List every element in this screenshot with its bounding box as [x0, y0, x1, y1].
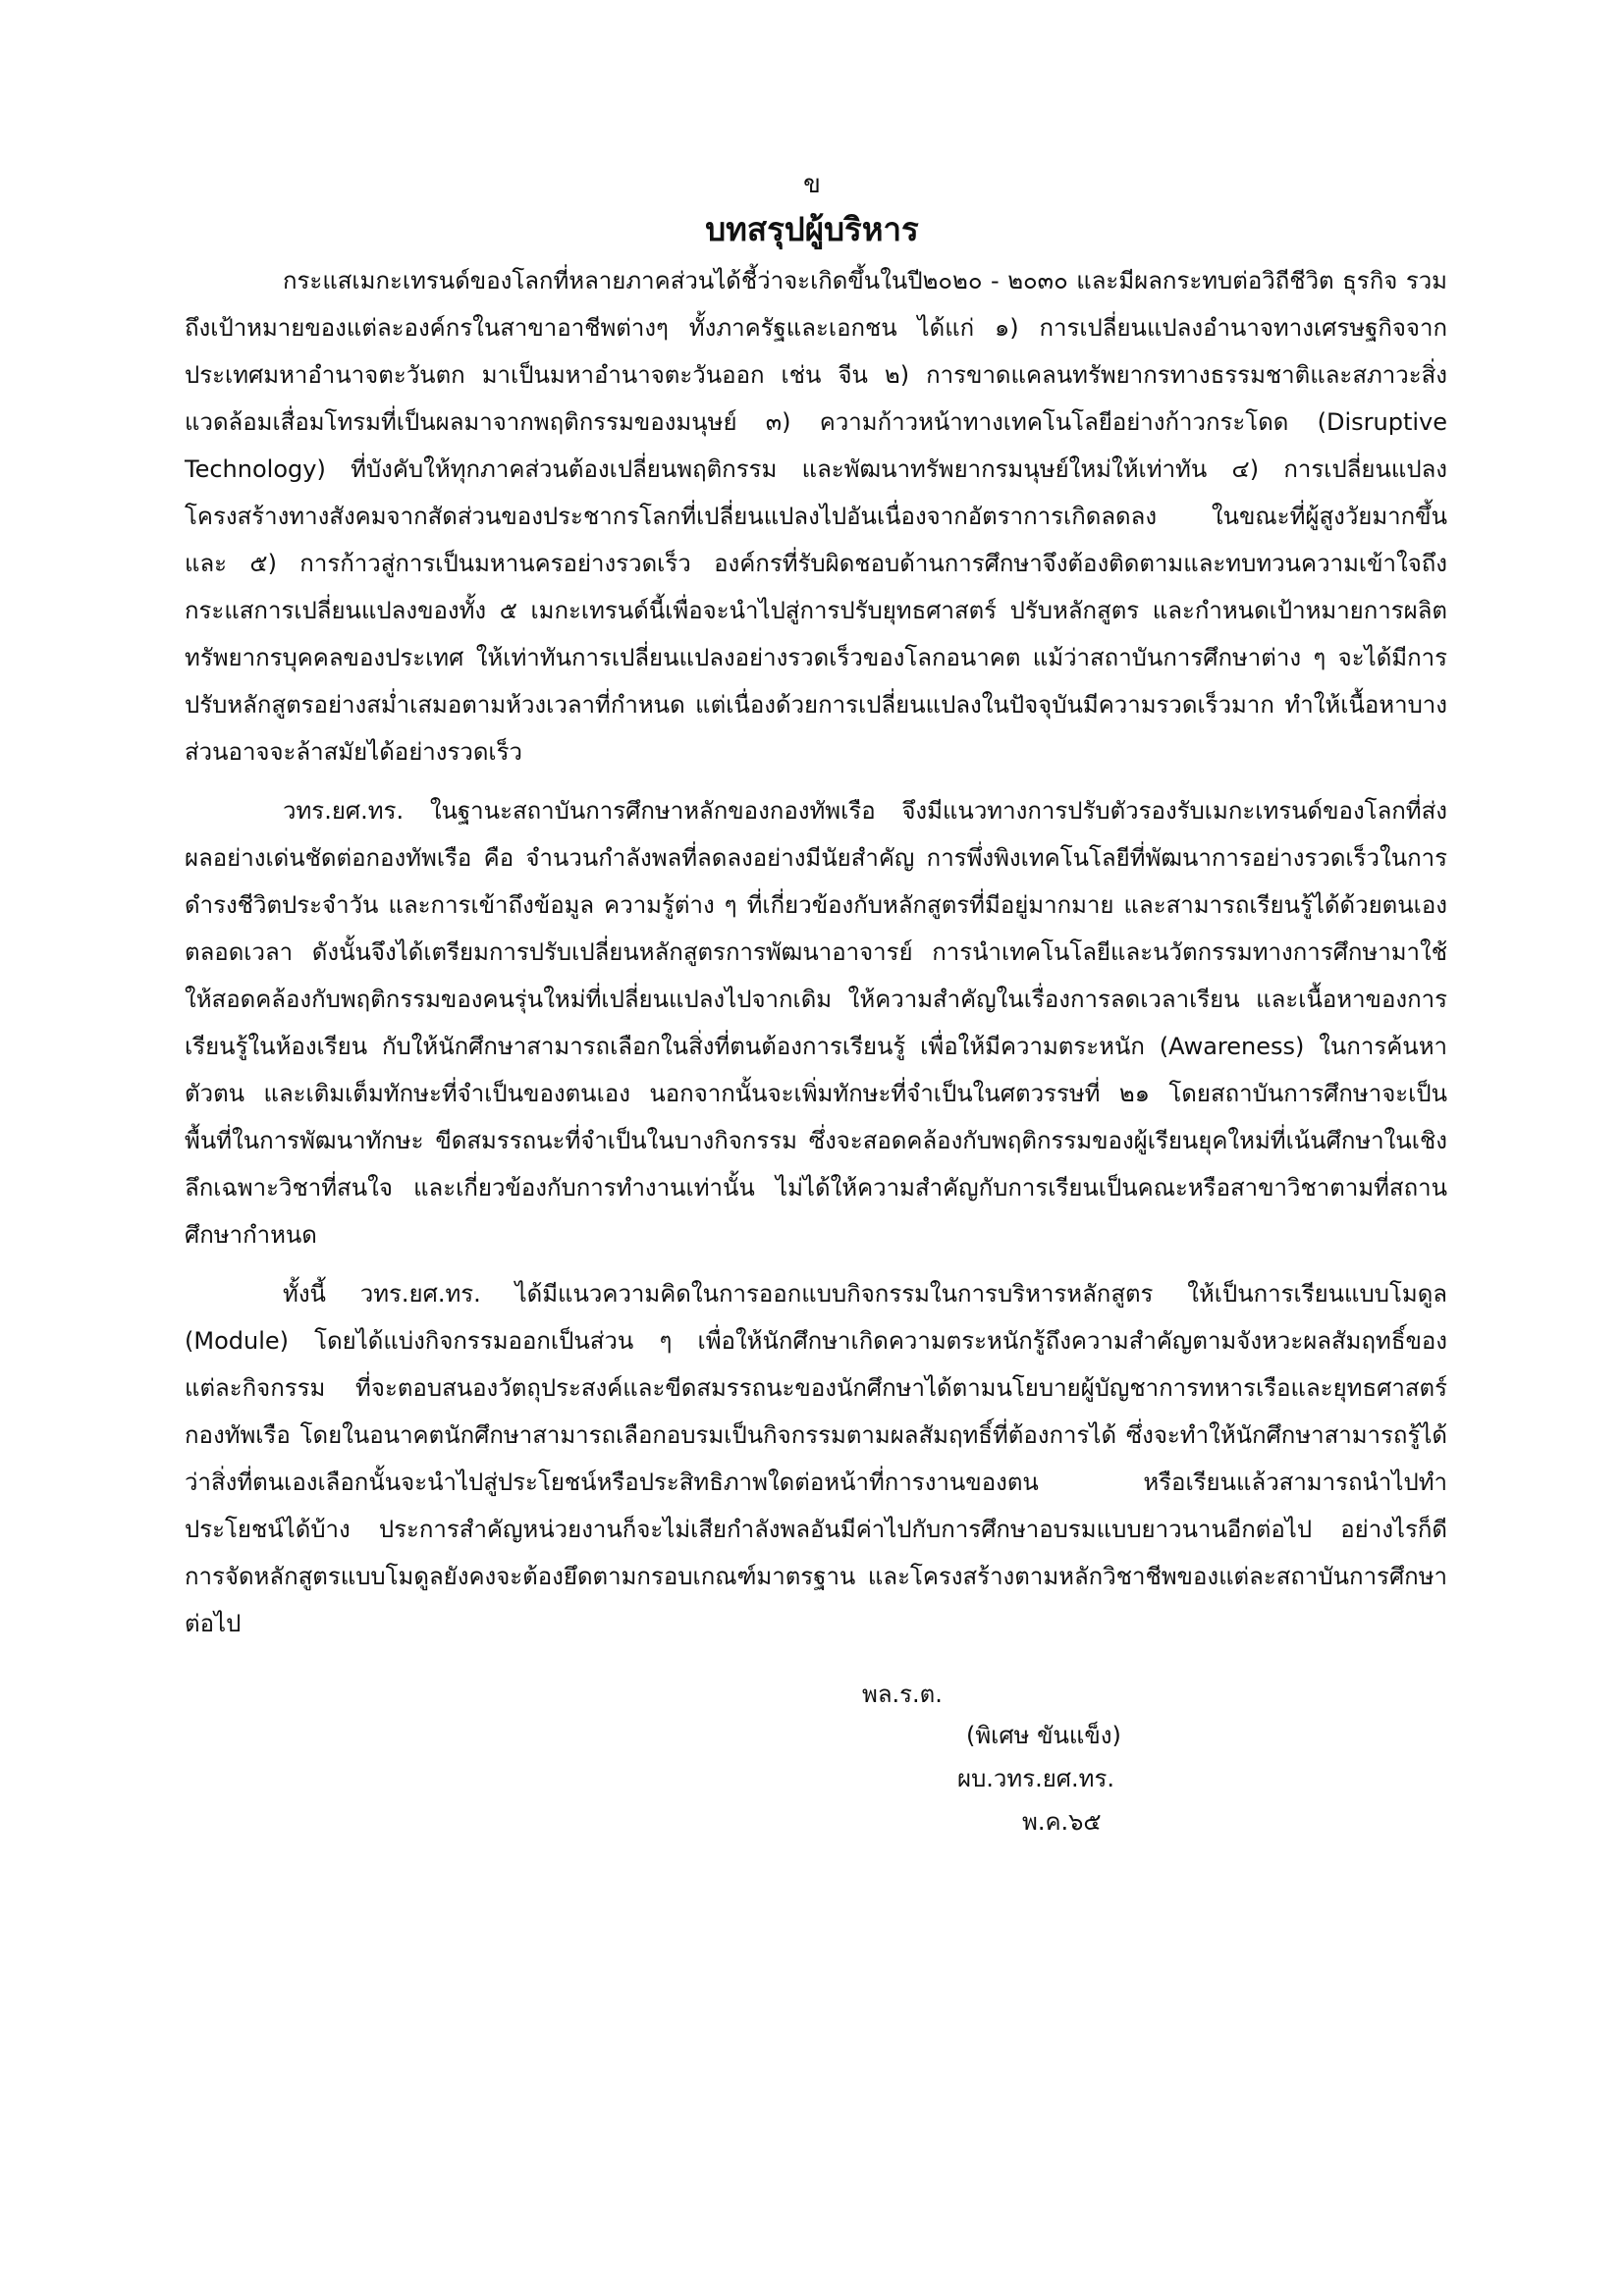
- signature-position: ผบ.วทร.ยศ.ทร.: [957, 1765, 1115, 1792]
- signature-name: (พิเศษ ขันแข็ง): [966, 1722, 1121, 1749]
- paragraph-megatrends: กระแสเมกะเทรนด์ของโลกที่หลายภาคส่วนได้ชี้ว่าจะเกิดขึ้นในปี๒๐๒๐ - ๒๐๓๐ และมีผลกระทบต่อวิถีชีวิต ธุรกิจ รวมถึงเป้าหมายของแต่ละองค์กรในสาขาอาชีพต่างๆ ทั้งภาครัฐและเอกชน ได้แก่ ๑) การเปลี่ยนแปลงอำนาจทางเศรษฐกิจจากประเทศมหาอำนาจตะวันตก มาเป็นมหาอำนาจตะวันออก เช่น จีน ๒) การขาดแคลนทรัพยากรทางธรรมชาติและสภาวะสิ่งแวดล้อมเสื่อมโทรมที่เป็นผลมาจากพฤติกรรมของมนุษย์ ๓) ความก้าวหน้าทางเทคโนโลยีอย่างก้าวกระโดด (Disruptive Technology) ที่บังคับให้ทุกภาคส่วนต้องเปลี่ยนพฤติกรรม และพัฒนาทรัพยากรมนุษย์ใหม่ให้เท่าทัน ๔) การเปลี่ยนแปลงโครงสร้างทางสังคมจากสัดส่วนของประชากรโลกที่เปลี่ยนแปลงไปอันเนื่องจากอัตราการเกิดลดลง ในขณะที่ผู้สูงวัยมากขึ้น และ ๕) การก้าวสู่การเป็นมหานครอย่างรวดเร็ว องค์กรที่รับผิดชอบด้านการศึกษาจึงต้องติดตามและทบทวนความเข้าใจถึงกระแสการเปลี่ยนแปลงของทั้ง ๕ เมกะเทรนด์นี้เพื่อจะนำไปสู่การปรับยุทธศาสตร์ ปรับหลักสูตร และกำหนดเป้าหมายการผลิตทรัพยากรบุคคลของประเทศ ให้เท่าทันการเปลี่ยนแปลงอย่างรวดเร็วของโลกอนาคต แม้ว่าสถาบันการศึกษาต่าง ๆ จะได้มีการปรับหลักสูตรอย่างสม่ำเสมอตามห้วงเวลาที่กำหนด แต่เนื่องด้วยการเปลี่ยนแปลงในปัจจุบันมีความรวดเร็วมาก ทำให้เนื้อหาบางส่วนอาจจะล้าสมัยได้อย่างรวดเร็ว: [185, 267, 1447, 766]
- paragraph-navy-adaptation: วทร.ยศ.ทร. ในฐานะสถาบันการศึกษาหลักของกองทัพเรือ จึงมีแนวทางการปรับตัวรองรับเมกะเทรนด์ของโลกที่ส่งผลอย่างเด่นชัดต่อกองทัพเรือ คือ จำนวนกำลังพลที่ลดลงอย่างมีนัยสำคัญ การพึ่งพิงเทคโนโลยีที่พัฒนาการอย่างรวดเร็วในการดำรงชีวิตประจำวัน และการเข้าถึงข้อมูล ความรู้ต่าง ๆ ที่เกี่ยวข้องกับหลักสูตรที่มีอยู่มากมาย และสามารถเรียนรู้ได้ด้วยตนเองตลอดเวลา ดังนั้นจึงได้เตรียมการปรับเปลี่ยนหลักสูตรการพัฒนาอาจารย์ การนำเทคโนโลยีและนวัตกรรมทางการศึกษามาใช้ให้สอดคล้องกับพฤติกรรมของคนรุ่นใหม่ที่เปลี่ยนแปลงไปจากเดิม ให้ความสำคัญในเรื่องการลดเวลาเรียน และเนื้อหาของการเรียนรู้ในห้องเรียน กับให้นักศึกษาสามารถเลือกในสิ่งที่ตนต้องการเรียนรู้ เพื่อให้มีความตระหนัก (Awareness) ในการค้นหาตัวตน และเติมเต็มทักษะที่จำเป็นของตนเอง นอกจากนั้นจะเพิ่มทักษะที่จำเป็นในศตวรรษที่ ๒๑ โดยสถาบันการศึกษาจะเป็นพื้นที่ในการพัฒนาทักษะ ขีดสมรรถนะที่จำเป็นในบางกิจกรรม ซึ่งจะสอดคล้องกับพฤติกรรมของผู้เรียนยุคใหม่ที่เน้นศึกษาในเชิงลึกเฉพาะวิชาที่สนใจ และเกี่ยวข้องกับการทำงานเท่านั้น ไม่ได้ให้ความสำคัญกับการเรียนเป็นคณะหรือสาขาวิชาตามที่สถานศึกษากำหนด: [185, 797, 1447, 1249]
- signature-rank: พล.ร.ต.: [862, 1681, 943, 1708]
- page-number: ข: [803, 170, 821, 199]
- signature-date: พ.ค.๖๕: [1022, 1808, 1102, 1836]
- paragraph-module-curriculum: ทั้งนี้ วทร.ยศ.ทร. ได้มีแนวความคิดในการออกแบบกิจกรรมในการบริหารหลักสูตร ให้เป็นการเรียนแบบโมดูล (Module) โดยได้แบ่งกิจกรรมออกเป็นส่วน ๆ เพื่อให้นักศึกษาเกิดความตระหนักรู้ถึงความสำคัญตามจังหวะผลสัมฤทธิ์ของแต่ละกิจกรรม ที่จะตอบสนองวัตถุประสงค์และขีดสมรรถนะของนักศึกษาได้ตามนโยบายผู้บัญชาการทหารเรือและยุทธศาสตร์กองทัพเรือ โดยในอนาคตนักศึกษาสามารถเลือกอบรมเป็นกิจกรรมตามผลสัมฤทธิ์ที่ต้องการได้ ซึ่งจะทำให้นักศึกษาสามารถรู้ได้ว่าสิ่งที่ตนเองเลือกนั้นจะนำไปสู่ประโยชน์หรือประสิทธิภาพใดต่อหน้าที่การงานของตน หรือเรียนแล้วสามารถนำไปทำประโยชน์ได้บ้าง ประการสำคัญหน่วยงานก็จะไม่เสียกำลังพลอันมีค่าไปกับการศึกษาอบรมแบบยาวนานอีกต่อไป อย่างไรก็ดี การจัดหลักสูตรแบบโมดูลยังคงจะต้องยึดตามกรอบเกณฑ์มาตรฐาน และโครงสร้างตามหลักวิชาชีพของแต่ละสถาบันการศึกษาต่อไป: [185, 1280, 1447, 1637]
- executive-summary-body: [185, 257, 1447, 1659]
- signature-block: [0, 1675, 1624, 1842]
- page-title: บทสรุปผู้บริหาร: [705, 210, 919, 248]
